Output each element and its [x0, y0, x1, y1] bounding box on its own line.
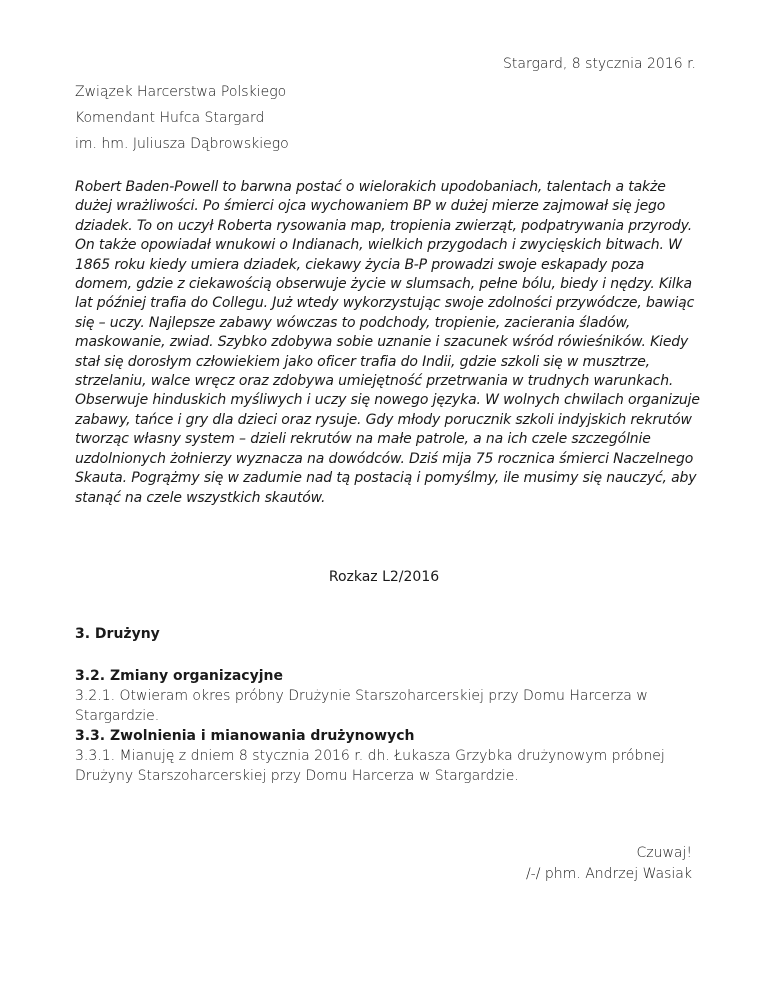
sender-title: Komendant Hufca Stargard: [75, 110, 265, 126]
sender-patron: im. hm. Juliusza Dąbrowskiego: [75, 136, 289, 152]
section-3: [75, 624, 695, 644]
sender-block: [75, 80, 289, 158]
signoff-block: [526, 843, 692, 885]
section-3-3-heading: 3.3. Zwolnienia i mianowania drużynowych: [75, 728, 415, 744]
section-3-3-1-text: 3.3.1. Mianuję z dniem 8 stycznia 2016 r. dh. Łukasza Grzybka drużynowym próbnej Drużyny Starszoharcerskiej przy Domu Harcerza w Stargardzie.: [75, 748, 665, 784]
intro-paragraph: Robert Baden-Powell to barwna postać o wielorakich upodobaniach, talentach a także dużej wrażliwości. Po śmierci ojca wychowaniem BP w dużej mierze zajmował się jego dziadek. To on uczył Roberta rysowania map, tropienia zwierząt, podpatrywania przyrody. On także opowiadał wnukowi o Indianach, wielkich przygodach i zwycięskich bitwach. W 1865 roku kiedy umiera dziadek, ciekawy życia B-P prowadzi swoje eskapady poza domem, gdzie z ciekawością obserwuje życie w slumsach, pełne bólu, biedy i nędzy. Kilka lat później trafia do Collegu. Już wtedy wykorzystując swoje zdolności przywódcze, bawiąc się – uczy. Najlepsze zabawy wówczas to podchody, tropienie, zacierania śladów, maskowanie, zwiad. Szybko zdobywa sobie uznanie i szacunek wśród rówieśników. Kiedy stał się dorosłym człowiekiem jako oficer trafia do Indii, gdzie szkoli się w musztrze, strzelaniu, walce wręcz oraz zdobywa umiejętność przetrwania w trudnych warunkach. Obserwuje hinduskich myśliwych i uczy się nowego języka. W wolnych chwilach organizuje zabawy, tańce i gry dla dzieci oraz rysuje. Gdy młody porucznik szkoli indyjskich rekrutów tworząc własny system – dzieli rekrutów na małe patrole, a na ich czele szczególnie uzdolnionych żołnierzy wyznacza na dowódców. Dziś mija 75 rocznica śmierci Naczelnego Skauta. Pogrążmy się w zadumie nad tą postacią i pomyślmy, ile musimy się nauczyć, aby stanąć na czele wszystkich skautów.: [75, 179, 700, 506]
signoff-greeting: Czuwaj!: [636, 845, 692, 861]
section-3-heading: 3. Drużyny: [75, 626, 160, 642]
signoff-signature: /-/ phm. Andrzej Wasiak: [525, 866, 692, 882]
section-3-subsections: [75, 666, 695, 786]
section-3-2-heading: 3.2. Zmiany organizacyjne: [75, 668, 283, 684]
sender-organization: Związek Harcerstwa Polskiego: [75, 84, 287, 100]
date-line: Stargard, 8 stycznia 2016 r.: [502, 56, 696, 72]
section-3-2-1-text: 3.2.1. Otwieram okres próbny Drużynie Starszoharcerskiej przy Domu Harcerza w Stargardzie.: [75, 688, 648, 724]
order-title: Rozkaz L2/2016: [328, 569, 440, 585]
